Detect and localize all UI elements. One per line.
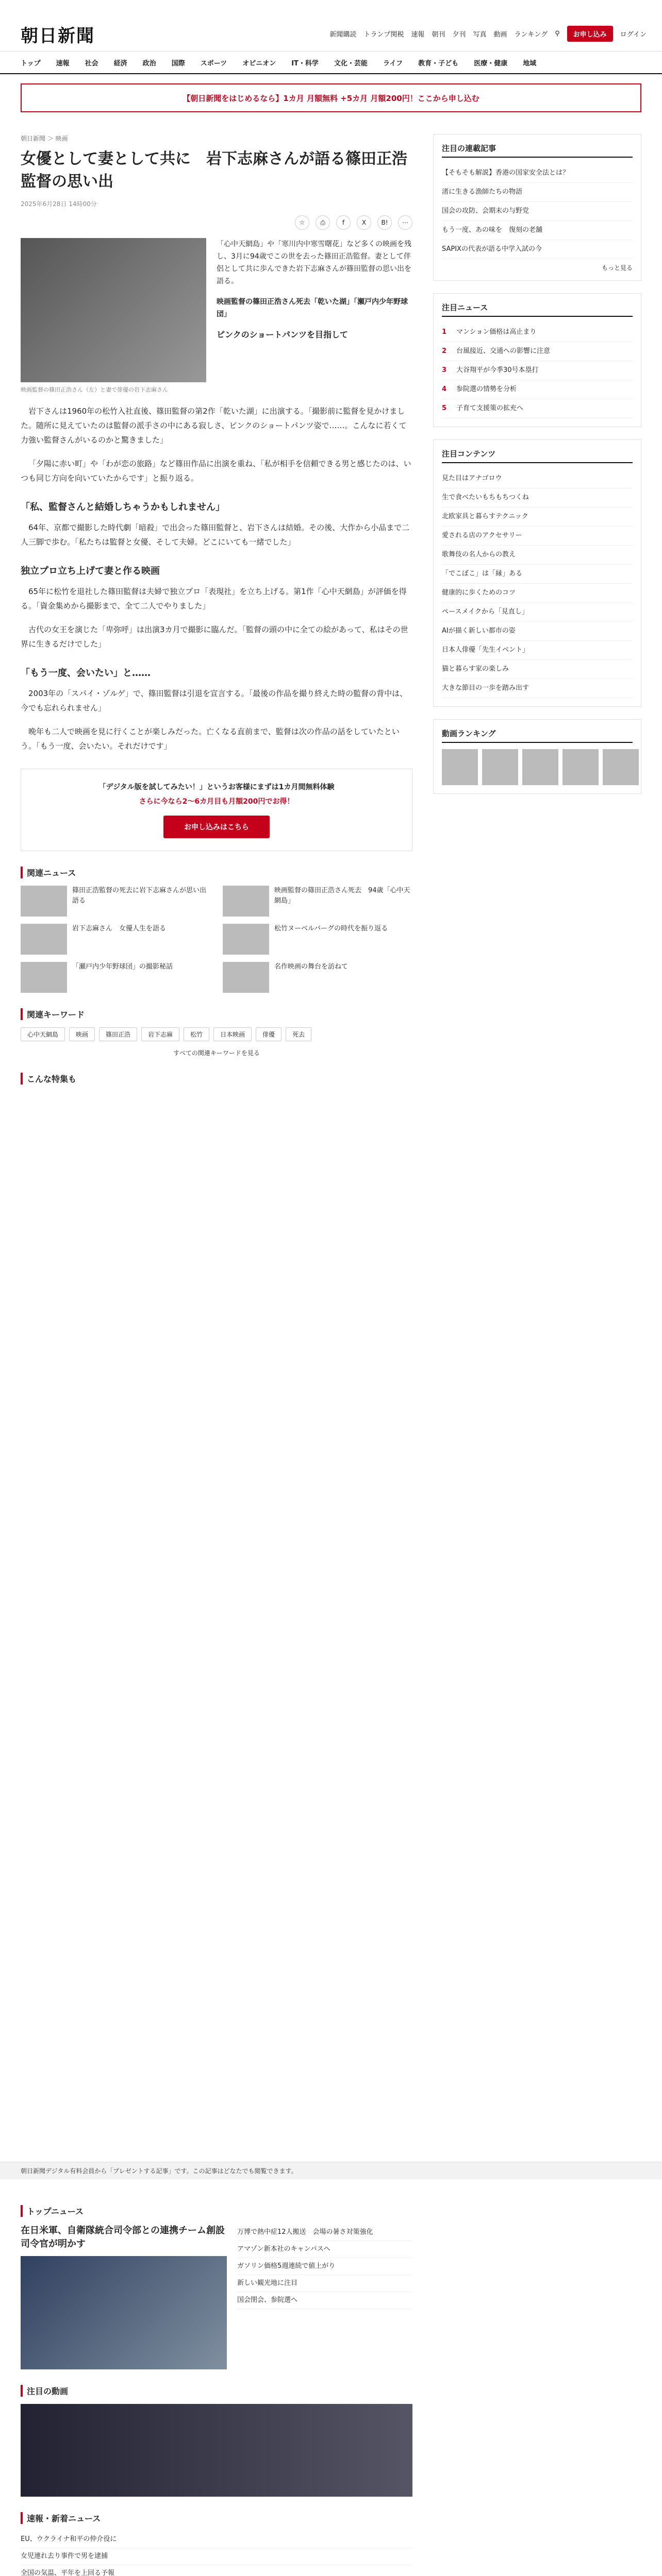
nav-item[interactable]: 国際 [171,59,185,67]
cta-button[interactable]: お申し込みはこちら [163,816,270,838]
latest-item[interactable]: 女児連れ去り事件で男を逮捕 [21,2548,412,2565]
article-paragraph: 65年に松竹を退社した篠田監督は夫婦で独立プロ「表現社」を立ち上げる。第1作「心中天網島」が評価を得る。「資金集めから撮影まで、全て二人でやりました」 [21,587,407,611]
article-column [21,122,412,1092]
lead-text-block [217,238,412,394]
topnews-item[interactable]: ガソリン価格5週連続で値上がり [237,2258,412,2275]
latest-item[interactable]: EU、ウクライナ和平の仲介役に [21,2531,412,2548]
util-link-morning[interactable]: 朝刊 [432,31,445,39]
related-list [21,886,412,993]
latest-item[interactable]: 全国の気温、平年を上回る予報 [21,2565,412,2576]
sidebar-heading: 注目ニュース [442,302,633,317]
topnews-image[interactable] [21,2256,227,2369]
article-title: 女優として妻として共に 岩下志麻さんが語る篠田正浩監督の思い出 [21,150,407,191]
article-paragraph: 古代の女王を演じた「卑弥呼」は出演3カ月で撮影に臨んだ。「監督の頭の中に全ての絵があって、私はその世界に生きるだけでした」 [21,625,408,649]
news-box [433,293,641,427]
related-text: 岩下志麻さん 女優人生を語る [72,925,167,933]
util-link-video[interactable]: 動画 [493,31,507,39]
article-paragraph: 晩年も二人で映画を見に行くことが楽しみだった。亡くなる直前まで、監督は次の作品の話をしていたという。「もう一度、会いたい。それだけです」 [21,727,400,751]
content-item[interactable]: 歌舞伎の名人からの教え [442,546,633,565]
keyword-tag[interactable]: 死去 [286,1027,311,1041]
subscribe-button[interactable]: お申し込み [567,26,613,42]
related-thumb [223,886,269,917]
keyword-tags [21,1027,412,1041]
news-text: 子育て支援策の拡充へ [456,404,524,412]
special-title: こんな特集も [21,1073,412,1084]
print-icon[interactable]: ⎙ [316,215,330,230]
latest-title: 速報・新着ニュース [21,2512,412,2524]
keywords-more-link[interactable]: すべての関連キーワードを見る [173,1049,260,1057]
related-thumb [223,924,269,955]
keyword-tag[interactable]: 松竹 [184,1027,209,1041]
nav-item[interactable]: IT・科学 [291,59,319,67]
keyword-tag[interactable]: 岩下志麻 [141,1027,179,1041]
content-item[interactable]: 猫と暮らす家の楽しみ [442,660,633,679]
related-text: 「瀬戸内少年野球団」の撮影秘話 [72,963,173,971]
content-item[interactable]: 生で食べたいもちもちつくね [442,488,633,507]
related-thumb [21,886,67,917]
rank-number: 4 [442,385,447,393]
related-title: 関連ニュース [21,867,412,878]
related-text: 篠田正浩監督の死去に岩下志麻さんが思い出語る [72,887,207,905]
article-photo[interactable] [21,238,206,382]
search-icon[interactable]: ⚲ [555,30,560,38]
video-thumb[interactable] [562,749,599,785]
topnews-title: トップニュース [21,2205,412,2217]
news-item[interactable] [442,323,633,342]
main-nav [0,52,662,74]
article-paragraph: 「夕陽に赤い町」や「わが恋の旅路」など篠田作品に出演を重ね、「私が相手を信頼できる男と感じたのは、いつも同じ方向を向いていたからです」と振り返る。 [21,459,411,483]
photo-caption: 映画監督の篠田正浩さん（左）と妻で俳優の岩下志麻さん [21,386,168,393]
related-thumb [21,924,67,955]
nav-item[interactable]: オピニオン [242,59,276,67]
related-thumb [21,962,67,993]
nav-item[interactable]: 経済 [113,59,127,67]
sidebar [433,122,641,1092]
related-item[interactable] [223,886,412,917]
article-body [21,404,412,753]
serial-box [433,134,641,281]
related-text: 映画監督の篠田正浩さん死去 94歳「心中天網島」 [274,887,410,905]
news-text: 大谷翔平が今季30号本塁打 [456,366,539,374]
serial-list [442,164,633,259]
topnews-block [21,2224,412,2369]
nav-item[interactable]: 地域 [523,59,537,67]
nav-item[interactable]: 社会 [85,59,98,67]
rank-number: 2 [442,347,447,355]
video-ranking-box [433,719,641,794]
more-icon[interactable]: ⋯ [398,215,412,230]
util-link-tariff[interactable]: トランプ関税 [363,31,404,39]
latest-list [21,2531,412,2576]
gift-notice-bar: 朝日新聞デジタル有料会員から「プレゼントする記事」です。この記事はどなたでも閲覧できます。 [0,2162,662,2179]
article-subhead: 独立プロ立ち上げて妻と作る映画 [21,566,160,577]
keyword-tag[interactable]: 俳優 [256,1027,282,1041]
content-list [442,469,633,698]
news-text: 台風接近、交通への影響に注意 [456,347,551,355]
content-item[interactable]: 日本人俳優「先生イベント」 [442,641,633,660]
featured-video-title: 注目の動画 [21,2385,412,2397]
sidebar-item[interactable]: 【そもそも解説】香港の国家安全法とは？ [442,164,633,183]
related-item[interactable] [223,924,412,955]
keyword-tag[interactable]: 篠田正浩 [99,1027,137,1041]
nav-item[interactable]: 速報 [56,59,70,67]
sidebar-item[interactable]: 渚に生きる漁師たちの物語 [442,183,633,202]
cta-line: さらに今なら2～6カ月目も月額200円でお得！ [139,798,294,806]
related-text: 名作映画の舞台を訪ねて [274,963,348,971]
news-item[interactable] [442,342,633,361]
video-thumb[interactable] [522,749,558,785]
cta-line: 「デジタル版を試してみたい！」というお客様にまずは1カ月間無料体験 [98,783,335,791]
nav-item[interactable]: 教育・子ども [418,59,459,67]
nav-item[interactable]: 文化・芸能 [334,59,368,67]
news-text: マンション価格は高止まり [456,328,537,336]
keyword-tag[interactable]: 映画 [69,1027,95,1041]
video-thumb[interactable] [603,749,639,785]
rank-number: 3 [442,366,447,374]
video-thumb[interactable] [442,749,478,785]
util-link-ranking[interactable]: ランキング [514,31,548,39]
related-text: 松竹ヌーベルバーグの時代を振り返る [274,925,388,933]
share-bar [21,215,412,230]
content-item[interactable]: 「でこぼこ」は「縁」ある [442,565,633,584]
sidebar-heading: 注目コンテンツ [442,448,633,463]
content-item[interactable]: 北欧家具と暮らすテクニック [442,507,633,527]
sidebar-heading: 動画ランキング [442,728,633,743]
article-subhead: 「私、監督さんと結婚しちゃうかもしれません」 [21,502,225,513]
content-item[interactable]: ペースメイクから「見直し」 [442,603,633,622]
keywords-title: 関連キーワード [21,1008,412,1020]
article-paragraph: 64年、京都で撮影した時代劇「暗殺」で出会った篠田監督と、岩下さんは結婚。その後、大作から小品まで二人三脚で歩む。「私たちは監督と女優、そして夫婦。どこにいても一緒でした」 [21,523,410,547]
breadcrumb[interactable]: 朝日新聞 ＞ 映画 [21,135,68,142]
article-paragraph: 2003年の「スパイ・ゾルゲ」で、篠田監督は引退を宣言する。「最後の作品を撮り終えた時の監督の背中は、今でも忘れられません」 [21,689,408,713]
bookmark-icon[interactable]: ☆ [295,215,309,230]
news-item[interactable] [442,380,633,399]
util-link-evening[interactable]: 夕刊 [452,31,466,39]
lead-subhead: ピンクのショートパンツを目指して [217,330,349,340]
article-timestamp: 2025年6月28日 14時00分 [21,200,97,208]
topnews-item[interactable]: 万博で熱中症12人搬送 会場の暑さ対策強化 [237,2224,412,2241]
topnews-item[interactable]: アマゾン新本社のキャンパスへ [237,2241,412,2258]
topnews-main[interactable] [21,2224,234,2369]
lead-paragraph: 「心中天網島」や「寒川内中寒雪曙花」など多くの映画を残し、3月に94歳でこの世を去った篠田正浩監督。妻として伴侶として共に歩んできた岩下志麻さんが篠田監督の思い出を語る。 [217,240,411,285]
util-link-subscribe[interactable]: 新聞購読 [329,31,357,39]
lead-related-link[interactable]: 映画監督の篠田正浩さん死去「乾いた湖」「瀬戸内少年野球団」 [217,298,408,318]
nav-item[interactable]: トップ [21,59,41,67]
keyword-tag[interactable]: 心中天網島 [21,1027,65,1041]
featured-video-image[interactable] [21,2404,412,2497]
keyword-tag[interactable]: 日本映画 [213,1027,252,1041]
article-paragraph: 岩下さんは1960年の松竹入社直後、篠田監督の第2作「乾いた湖」に出演する。「撮影前に監督を見かけました。随所に見えていたのは監督の派手さの中にある寂しさ、ピンクのショートパンツ姿で……。こんなに若くて力強い監督さんがいるのかと驚きました」 [21,406,407,445]
article-subhead: 「もう一度、会いたい」と…… [21,668,151,679]
login-button[interactable]: ログイン [620,31,647,39]
sidebar-item[interactable]: 国会の攻防、会期末の与野党 [442,202,633,221]
content-wrap [0,122,662,1092]
nav-item[interactable]: 政治 [142,59,156,67]
header-utility [329,26,647,42]
campaign-banner[interactable]: 【朝日新聞をはじめるなら】1カ月 月額無料 +5カ月 月額200円！ここから申し込む [21,83,641,112]
news-item[interactable] [442,399,633,418]
content-item[interactable]: 大きな節目の一歩を踏み出す [442,679,633,698]
sidebar-heading: 注目の連載記事 [442,143,633,158]
related-item[interactable] [223,962,412,993]
topnews-item[interactable]: 新しい観光地に注目 [237,2275,412,2292]
site-logo[interactable]: 朝日新聞 [21,26,95,46]
article-lead [21,238,412,394]
news-list [442,323,633,418]
content-item[interactable]: 愛される店のアクセサリー [442,527,633,546]
subscription-cta [21,769,412,851]
util-link-photo[interactable]: 写真 [473,31,487,39]
content-item[interactable]: AIが描く新しい都市の姿 [442,622,633,641]
related-item[interactable] [21,886,210,917]
sidebar-more-link[interactable]: もっと見る [601,264,633,272]
content-item[interactable]: 見た目はアナゴロウ [442,469,633,488]
site-header [0,0,662,52]
hatena-icon[interactable]: B! [377,215,392,230]
nav-item[interactable]: 医療・健康 [474,59,508,67]
related-item[interactable] [21,962,210,993]
topnews-list [237,2224,412,2369]
rank-number: 5 [442,404,447,412]
news-text: 参院選の情勢を分析 [456,385,517,393]
x-icon[interactable]: X [357,215,371,230]
facebook-icon[interactable]: f [336,215,351,230]
content-item[interactable]: 健康的に歩くためのコツ [442,584,633,603]
video-thumb[interactable] [482,749,518,785]
lower-section [21,2190,412,2576]
topnews-item[interactable]: 国会閉会、参院選へ [237,2292,412,2309]
nav-item[interactable]: スポーツ [200,59,227,67]
topnews-headline[interactable]: 在日米軍、自衛隊統合司令部との連携チーム創設 司令官が明かす [21,2225,234,2249]
content-box [433,439,641,707]
util-link-breaking[interactable]: 速報 [411,31,425,39]
nav-item[interactable]: ライフ [383,59,403,67]
rank-number: 1 [442,328,447,336]
news-item[interactable] [442,361,633,380]
related-thumb [223,962,269,993]
sidebar-item[interactable]: もう一度、あの味を 復刻の老舗 [442,221,633,240]
sidebar-item[interactable]: SAPIXの代表が語る中学入試の今 [442,240,633,259]
video-thumbs [442,749,633,785]
related-item[interactable] [21,924,210,955]
